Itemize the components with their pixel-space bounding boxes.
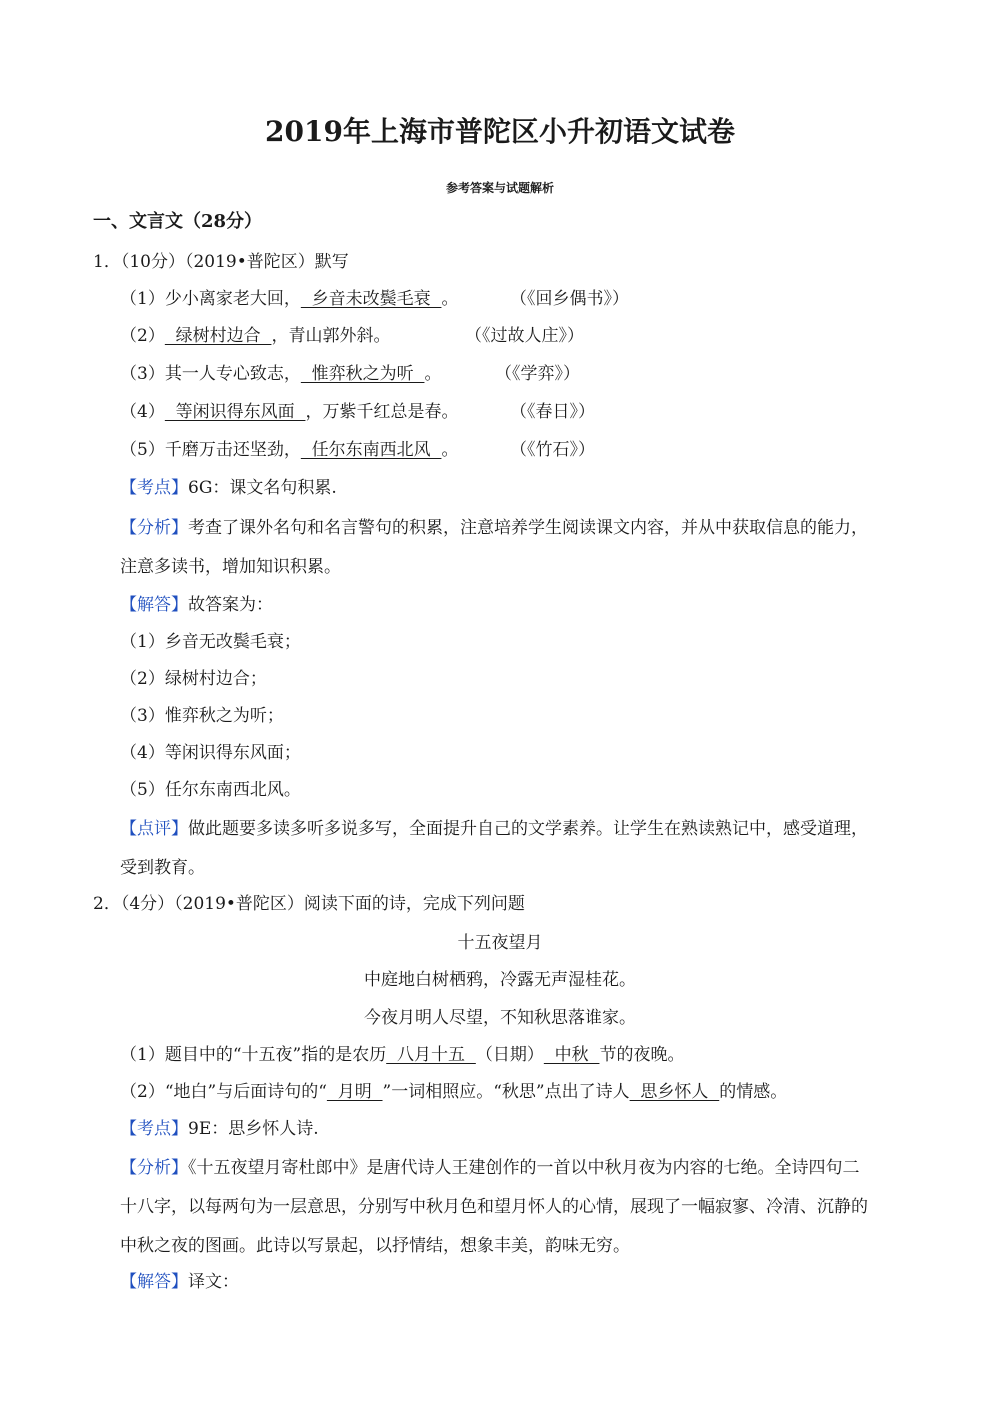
poem-title: 十五夜望月: [457, 933, 543, 953]
q1-source-1: （《回乡偶书》）: [510, 289, 629, 309]
q1-answer-5: 任尔东南西北风: [300, 440, 442, 460]
q1-answer-3: 惟弈秋之为听: [300, 364, 425, 384]
page-title: 2019年上海市普陀区小升初语文试卷: [265, 115, 735, 148]
q1-answer-line-2: （2）绿树村边合；: [120, 669, 267, 689]
q1-item-1: （1）少小离家老大回， 乡音未改鬓毛衰 。: [120, 289, 459, 309]
q1-answer-1: 乡音未改鬓毛衰: [300, 289, 442, 309]
q1-answer-2: 绿树村边合: [164, 326, 272, 346]
q1-item-2: （2） 绿树村边合 ，青山郭外斜。: [120, 326, 391, 346]
kaodian-tag: 【考点】: [120, 478, 188, 498]
q2-answer-word: 月明: [326, 1082, 383, 1102]
q2-heading: 2．（4分）（2019•普陀区）阅读下面的诗，完成下列问题: [93, 894, 525, 914]
q1-item-4: （4） 等闲识得东风面 ，万紫千红总是春。: [120, 402, 459, 422]
q1-answer-line-3: （3）惟弈秋之为听；: [120, 706, 284, 726]
q2-fenxi-cont-1: 十八字，以每两句为一层意思，分别写中秋月色和望月怀人的心情，展现了一幅寂寥、冷清、沉静的: [120, 1197, 868, 1217]
poem-line-1: 中庭地白树栖鸦，冷露无声湿桂花。: [364, 970, 636, 990]
q1-fenxi-cont: 注意多读书，增加知识积累。: [120, 557, 341, 577]
q1-fenxi: 【分析】考查了课外名句和名言警句的积累，注意培养学生阅读课文内容，并从中获取信息的能力，: [120, 518, 868, 538]
poem-line-2: 今夜月明人尽望，不知秋思落谁家。: [364, 1008, 636, 1028]
q1-item-3: （3）其一人专心致志， 惟弈秋之为听 。: [120, 364, 442, 384]
fenxi-tag: 【分析】: [120, 518, 188, 538]
q1-item-5: （5）千磨万击还坚劲， 任尔东南西北风 。: [120, 440, 459, 460]
q1-kaodian: 【考点】6G：课文名句积累.: [120, 478, 337, 498]
q1-answer-line-1: （1）乡音无改鬓毛衰；: [120, 632, 301, 652]
jieda-tag: 【解答】: [120, 595, 188, 615]
jieda-tag: 【解答】: [120, 1272, 188, 1292]
q2-answer-festival: 中秋: [543, 1045, 600, 1065]
section-heading: 一、文言文（28分）: [93, 211, 263, 232]
q2-sub-1: （1）题目中的“十五夜”指的是农历 八月十五 （日期） 中秋 节的夜晚。: [120, 1045, 685, 1065]
q1-source-4: （《春日》）: [510, 402, 595, 422]
q2-fenxi-cont-2: 中秋之夜的图画。此诗以写景起，以抒情结，想象丰美，韵味无穷。: [120, 1236, 630, 1256]
q1-dianping: 【点评】做此题要多读多听多说多写，全面提升自己的文学素养。让学生在熟读熟记中，感受道理，: [120, 819, 868, 839]
q1-answer-line-4: （4）等闲识得东风面；: [120, 743, 301, 763]
q1-heading: 1．（10分）（2019•普陀区）默写: [93, 252, 349, 272]
q2-jieda: 【解答】译文：: [120, 1272, 239, 1292]
q1-answer-line-5: （5）任尔东南西北风。: [120, 780, 301, 800]
q2-sub-2: （2）“地白”与后面诗句的“ 月明 ”一词相照应。“秋思”点出了诗人 思乡怀人 的情感。: [120, 1082, 788, 1102]
q2-answer-emotion: 思乡怀人: [629, 1082, 720, 1102]
q1-source-3: （《学弈》）: [495, 364, 580, 384]
q1-jieda: 【解答】故答案为：: [120, 595, 273, 615]
q1-source-5: （《竹石》）: [510, 440, 595, 460]
q1-answer-4: 等闲识得东风面: [164, 402, 306, 422]
q1-dianping-cont: 受到教育。: [120, 858, 205, 878]
fenxi-tag: 【分析】: [120, 1158, 188, 1178]
q2-kaodian: 【考点】9E：思乡怀人诗.: [120, 1119, 319, 1139]
q2-answer-date: 八月十五: [386, 1045, 476, 1065]
dianping-tag: 【点评】: [120, 819, 188, 839]
q1-source-2: （《过故人庄》）: [465, 326, 584, 346]
page-subtitle: 参考答案与试题解析: [445, 181, 554, 195]
kaodian-tag: 【考点】: [120, 1119, 188, 1139]
q2-fenxi: 【分析】《十五夜望月寄杜郎中》是唐代诗人王建创作的一首以中秋月夜为内容的七绝。全诗四句二: [120, 1158, 860, 1178]
